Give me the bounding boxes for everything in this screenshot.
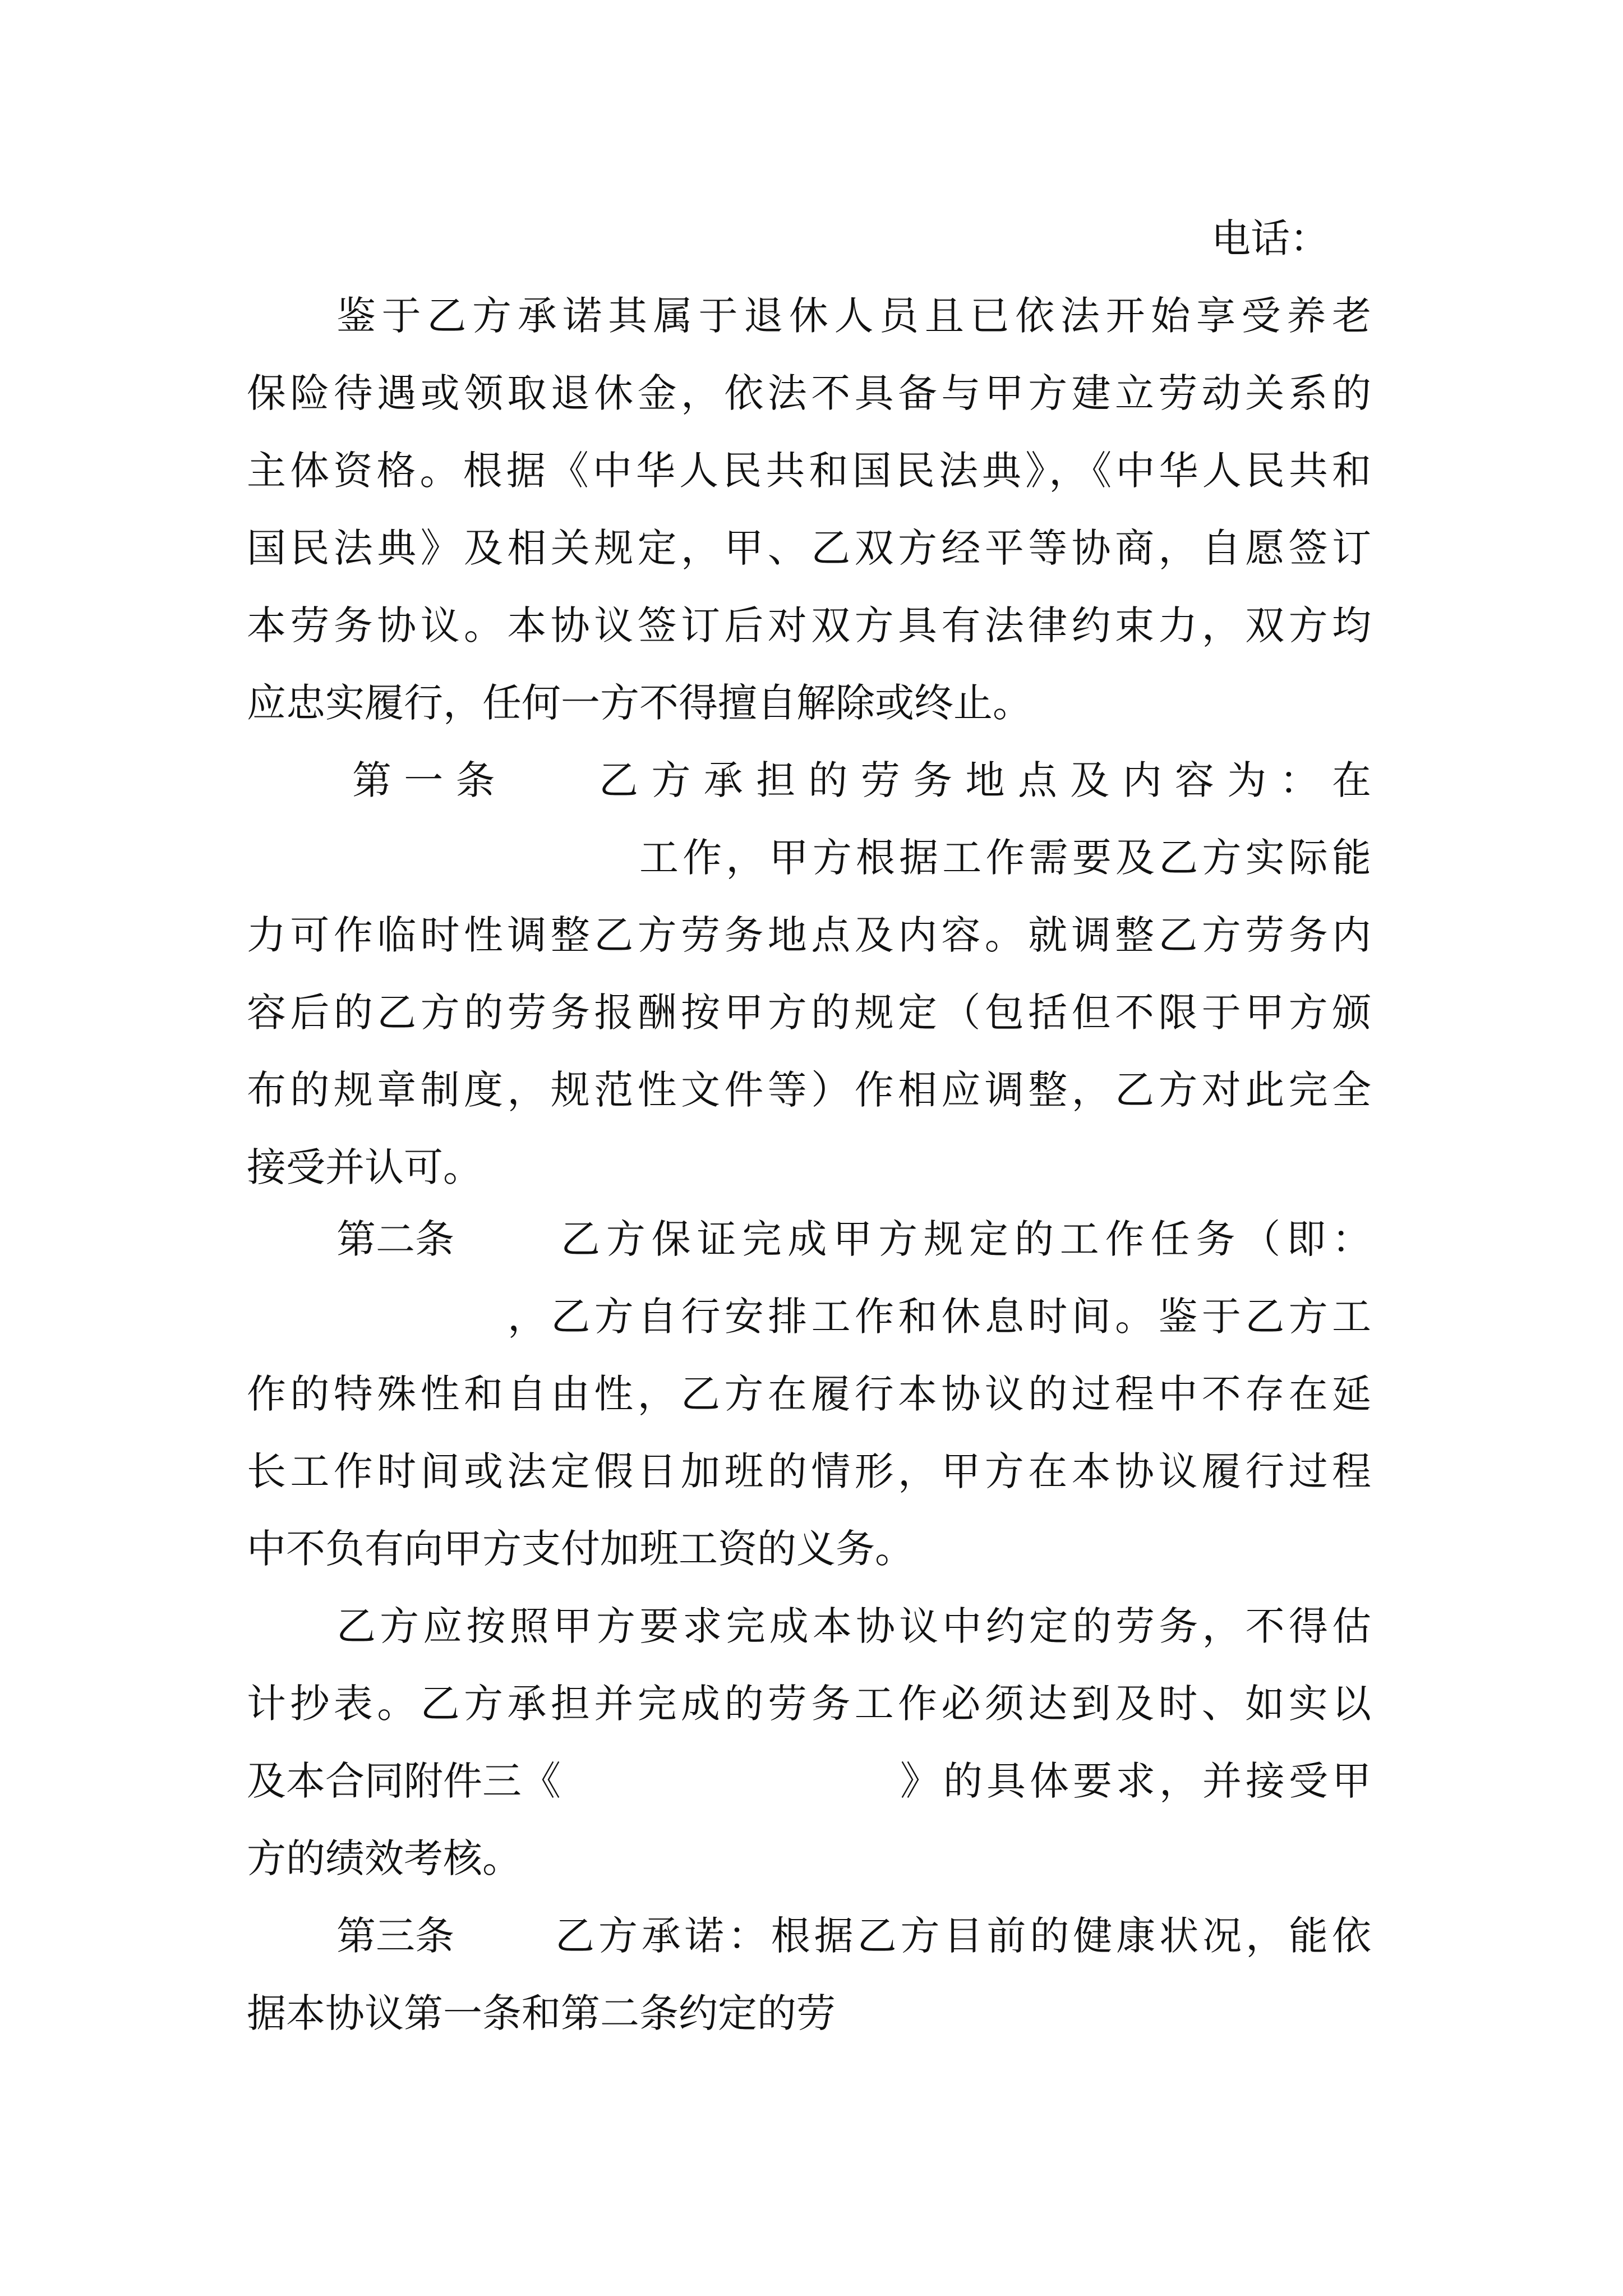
article1-title: 第 一 条 — [352, 757, 495, 803]
article1-line-6: 接受并认可。 — [247, 1144, 482, 1190]
article2-para2-line-1: 乙方应按照甲方要求完成本协议中约定的劳务，不得估 — [336, 1603, 1371, 1649]
article3-line-1: 乙方承诺：根据乙方目前的健康状况，能依 — [555, 1913, 1371, 1959]
intro-line-1: 鉴于乙方承诺其属于退休人员且已依法开始享受养老 — [336, 293, 1371, 339]
article1-line-2: 工作，甲方根据工作需要及乙方实际能 — [639, 835, 1371, 881]
article1-line-5: 布的规章制度，规范性文件等）作相应调整，乙方对此完全 — [247, 1067, 1371, 1113]
article3-title: 第三条 — [336, 1913, 454, 1959]
article1-line-4: 容后的乙方的劳务报酬按甲方的规定（包括但不限于甲方颁 — [247, 990, 1371, 1036]
intro-line-6: 应忠实履行，任何一方不得擅自解除或终止。 — [247, 680, 1032, 726]
intro-line-4: 国民法典》及相关规定，甲、乙双方经平等协商，自愿签订 — [247, 525, 1371, 571]
article2-para2-line-2: 计抄表。乙方承担并完成的劳务工作必须达到及时、如实以 — [247, 1681, 1371, 1727]
article1-line-3: 力可作临时性调整乙方劳务地点及内容。就调整乙方劳务内 — [247, 912, 1371, 958]
article2-line-1: 乙方保证完成甲方规定的工作任务（即： — [561, 1216, 1371, 1262]
article2-line-5: 中不负有向甲方支付加班工资的义务。 — [247, 1526, 914, 1572]
intro-line-5: 本劳务协议。本协议签订后对双方具有法律约束力，双方均 — [247, 602, 1371, 648]
article3-line-2: 据本协议第一条和第二条约定的劳 — [247, 1990, 836, 2036]
article1-line-1: 乙 方 承 担 的 劳 务 地 点 及 内 容 为 ： 在 — [599, 757, 1371, 803]
intro-line-3: 主体资格。根据《中华人民共和国民法典》，《中华人民共和 — [247, 448, 1371, 494]
article2-title: 第二条 — [336, 1216, 454, 1262]
article2-line-3: 作的特殊性和自由性，乙方在履行本协议的过程中不存在延 — [247, 1371, 1371, 1417]
article2-line-4: 长工作时间或法定假日加班的情形，甲方在本协议履行过程 — [247, 1448, 1371, 1494]
phone-label: 电话： — [1211, 215, 1329, 261]
article2-para2-line-3a: 及本合同附件三《 — [247, 1758, 561, 1804]
article2-para2-line-4: 方的绩效考核。 — [247, 1835, 522, 1881]
article2-para2-line-3b: 》的具体要求，并接受甲 — [900, 1758, 1371, 1804]
article2-line-2: ，乙方自行安排工作和休息时间。鉴于乙方工 — [508, 1294, 1371, 1340]
intro-line-2: 保险待遇或领取退休金，依法不具备与甲方建立劳动关系的 — [247, 370, 1371, 416]
